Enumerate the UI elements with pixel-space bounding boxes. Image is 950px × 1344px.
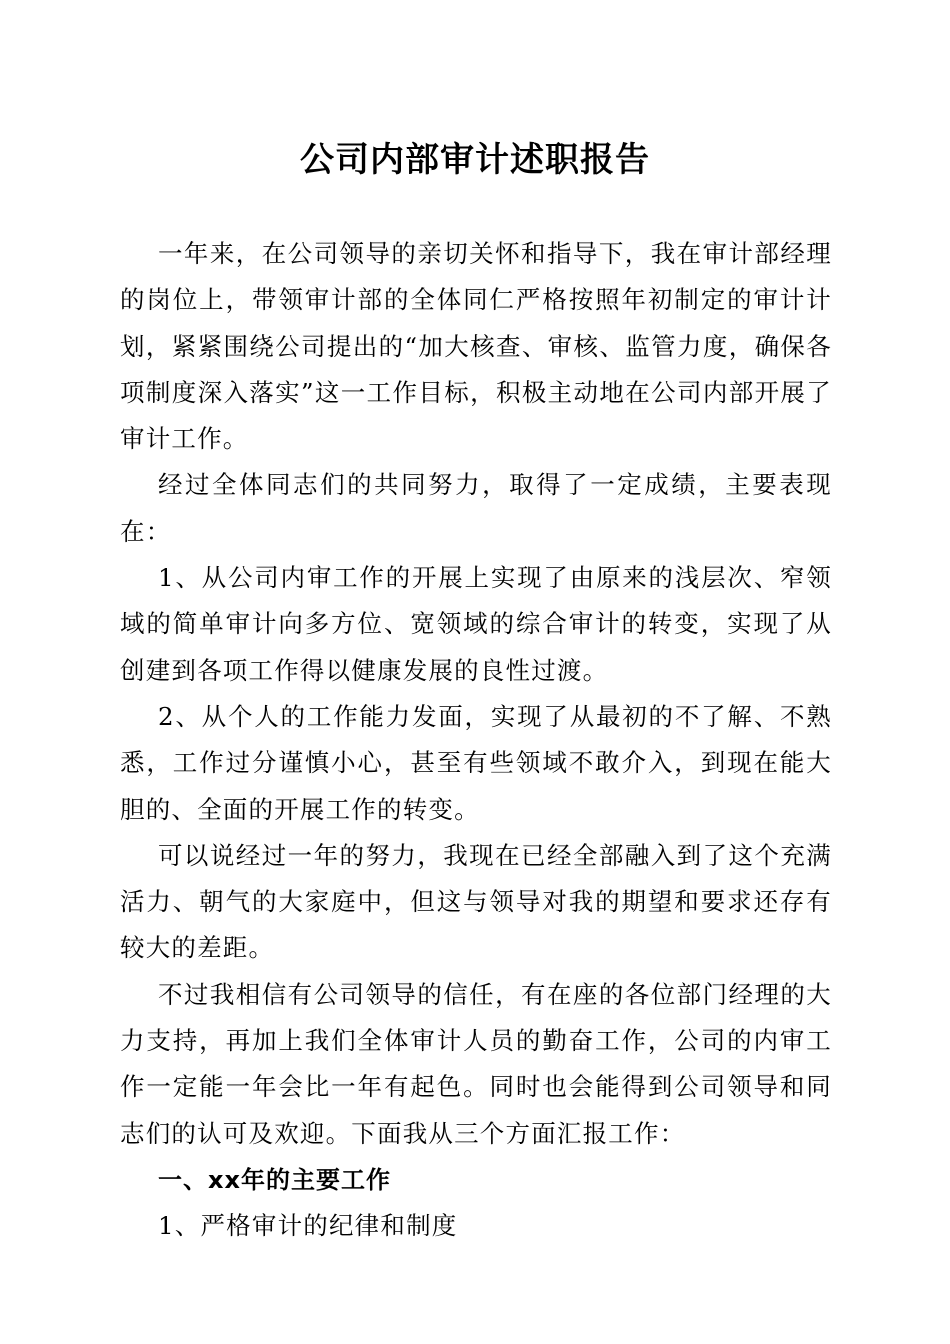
- paragraph-reflection: 可以说经过一年的努力，我现在已经全部融入到了这个充满活力、朝气的大家庭中，但这与领导对我的期望和要求还存有较大的差距。: [120, 840, 832, 963]
- document-body: [120, 231, 832, 1250]
- paragraph-intro: 一年来，在公司领导的亲切关怀和指导下，我在审计部经理的岗位上，带领审计部的全体同仁严格按照年初制定的审计计划，紧紧围绕公司提出的“加大核查、审核、监管力度，确保各项制度深入落实”这一工作目标，积极主动地在公司内部开展了审计工作。: [120, 239, 832, 454]
- subsection-heading: 1、严格审计的纪律和制度: [158, 1211, 458, 1241]
- document-title: 公司内部审计述职报告: [300, 140, 650, 180]
- paragraph-achievement-2: 2、从个人的工作能力发面，实现了从最初的不了解、不熟悉，工作过分谨慎小心，甚至有些领域不敢介入，到现在能大胆的、全面的开展工作的转变。: [120, 701, 832, 824]
- paragraph-outlook: 不过我相信有公司领导的信任，有在座的各位部门经理的大力支持，再加上我们全体审计人员的勤奋工作，公司的内审工作一定能一年会比一年有起色。同时也会能得到公司领导和同志们的认可及欢迎。下面我从三个方面汇报工作：: [120, 979, 832, 1148]
- paragraph-achievements-lead: 经过全体同志们的共同努力，取得了一定成绩，主要表现在：: [120, 470, 832, 546]
- paragraph-achievement-1: 1、从公司内审工作的开展上实现了由原来的浅层次、窄领域的简单审计向多方位、宽领域的综合审计的转变，实现了从创建到各项工作得以健康发展的良性过渡。: [120, 563, 832, 685]
- section-heading: 一、xx年的主要工作: [158, 1165, 391, 1194]
